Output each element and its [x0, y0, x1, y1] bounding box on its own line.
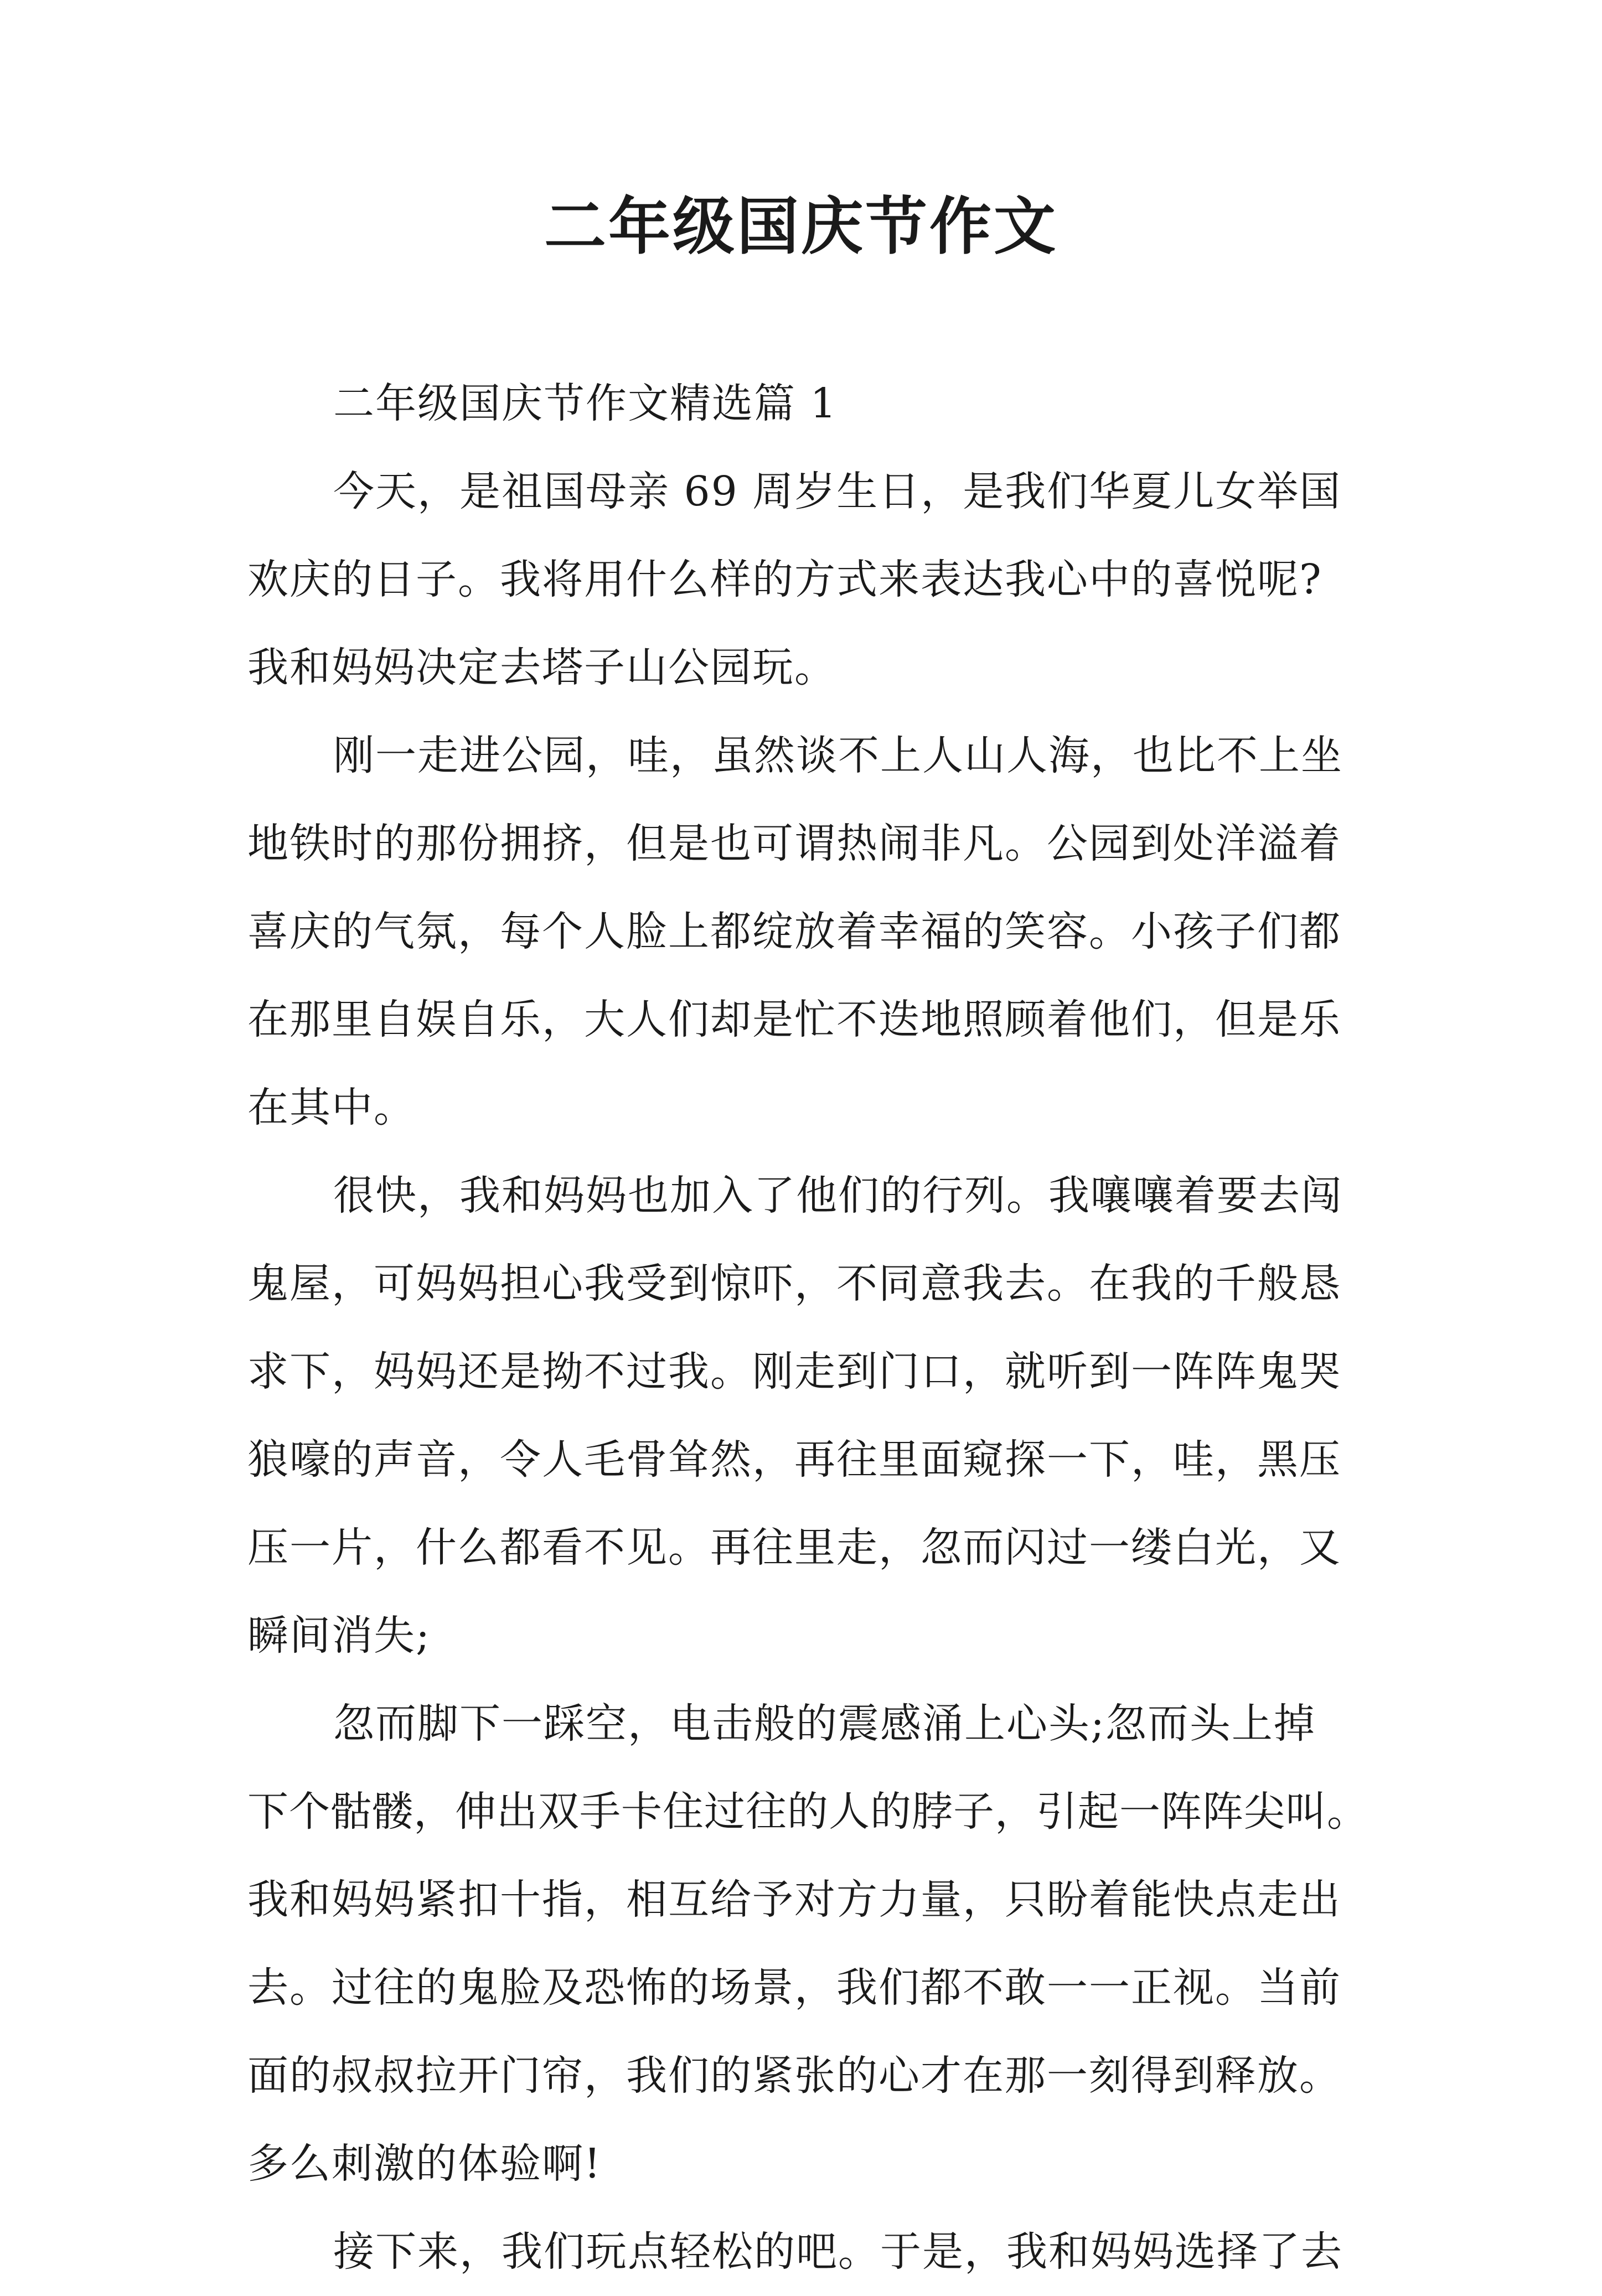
- text-line: 在那里自娱自乐，大人们却是忙不迭地照顾着他们，但是乐: [247, 996, 1341, 1043]
- text-line: 求下，妈妈还是拗不过我。刚走到门口，就听到一阵阵鬼哭: [247, 1348, 1341, 1395]
- document-body: [247, 360, 1377, 2296]
- text-line: 我和妈妈紧扣十指，相互给予对方力量，只盼着能快点走出: [247, 1876, 1341, 1923]
- text-line: 瞬间消失;: [247, 1612, 431, 1659]
- text-line: 去。过往的鬼脸及恐怖的场景，我们都不敢一一正视。当前: [247, 1964, 1341, 2011]
- text-line: 下个骷髅，伸出双手卡住过往的人的脖子，引起一阵阵尖叫。: [247, 1788, 1368, 1835]
- text-line: 多么刺激的体验啊!: [247, 2140, 602, 2188]
- text-line: 今天，是祖国母亲 69 周岁生日，是我们华夏儿女举国: [333, 468, 1342, 515]
- text-line: 喜庆的气氛，每个人脸上都绽放着幸福的笑容。小孩子们都: [247, 908, 1341, 955]
- text-line: 忽而脚下一踩空，电击般的震感涌上心头;忽而头上掉: [333, 1700, 1316, 1747]
- text-line: 刚一走进公园，哇，虽然谈不上人山人海，也比不上坐: [333, 732, 1343, 779]
- text-line: 在其中。: [247, 1084, 416, 1131]
- text-line: 接下来，我们玩点轻松的吧。于是，我和妈妈选择了去: [333, 2228, 1343, 2276]
- text-line: 压一片，什么都看不见。再往里走，忽而闪过一缕白光，又: [247, 1524, 1341, 1571]
- text-line: 我和妈妈决定去塔子山公园玩。: [247, 644, 836, 691]
- text-line: 狼嚎的声音，令人毛骨耸然，再往里面窥探一下，哇，黑压: [247, 1436, 1341, 1483]
- text-line: 二年级国庆节作文精选篇 1: [333, 380, 838, 427]
- text-line: 地铁时的那份拥挤，但是也可谓热闹非凡。公园到处洋溢着: [247, 820, 1341, 867]
- document-title: 二年级国庆节作文: [544, 190, 1058, 263]
- text-line: 鬼屋，可妈妈担心我受到惊吓，不同意我去。在我的千般恳: [247, 1260, 1341, 1307]
- text-line: 面的叔叔拉开门帘，我们的紧张的心才在那一刻得到释放。: [247, 2052, 1341, 2100]
- text-line: 很快，我和妈妈也加入了他们的行列。我嚷嚷着要去闯: [333, 1172, 1343, 1219]
- text-line: 欢庆的日子。我将用什么样的方式来表达我心中的喜悦呢?: [247, 556, 1322, 603]
